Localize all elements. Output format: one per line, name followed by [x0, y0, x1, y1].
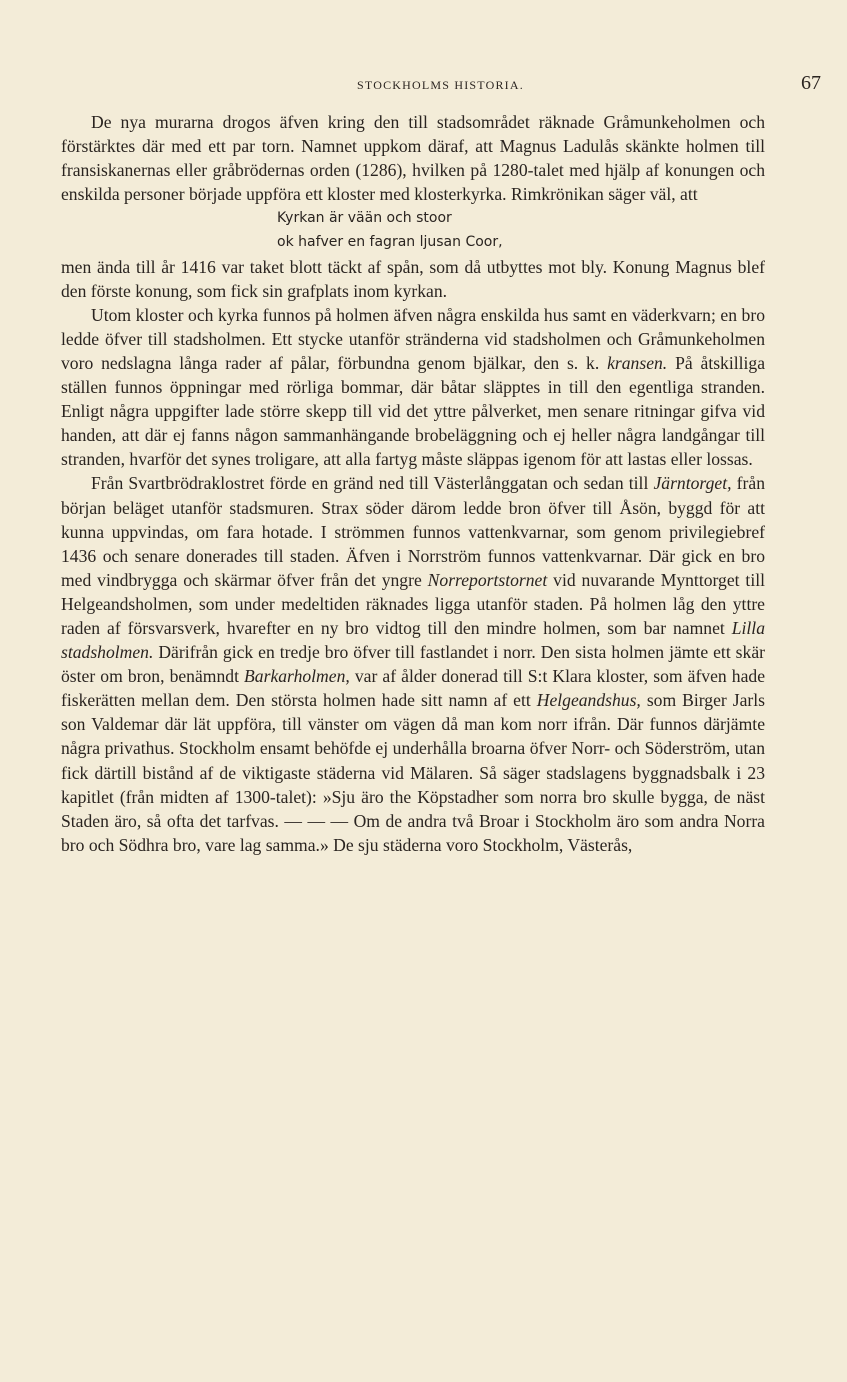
term-barkarholmen: Barkarholmen,	[244, 666, 350, 687]
paragraph-1: De nya murarna drogos äfven kring den till stadsområdet räknade Gråmunkeholmen och förstärktes där med ett par torn. Namnet uppkom däraf, att Magnus Ladulås skänkte holmen till fransiskanernas eller gråbrödernas orden (1286), hvilken på 1280-talet med hjälp af konungen och enskilda personer började uppföra ett kloster med klosterkyrka. Rimkrönikan säger väl, att	[61, 112, 765, 205]
term-kransen: kransen.	[607, 352, 668, 373]
body-text	[61, 110, 765, 857]
paragraph-3-text-2: På åtskilliga ställen funnos öppningar med rörliga bommar, där båtar släpptes in till den egentliga stranden. Enligt några uppgifter lade större skepp till vid det yttre pålverket, men senare ritningar gifva vid handen, att där ej fanns någon sammanhängande brobeläggning och ej heller några landgångar till stranden, hvarför det synes troligare, att alla fartyg måste släppas igenom för att lastas eller lossas.	[61, 352, 766, 470]
paragraph-4-text-6: som Birger Jarls son Valdemar där lät uppföra, till vänster om vägen då man kom norr ifrån. Där funnos därjämte några privathus. Stockholm ensamt behöfde ej underhålla broarna öfver Norr- och Söderström, utan fick därtill bistånd af de viktigaste städerna vid Mälaren. Så säger stadslagens byggnadsbalk i 23 kapitlet (från midten af 1300-talet): »Sju äro the Köpstadher som norra bro skulle bygga, de näst Staden äro, så ofta det tarfvas. — — — Om de andra två Broar i Stockholm äro som andra Norra bro och Södhra bro, vare lag samma.» De sju städerna voro Stockholm, Västerås,	[61, 690, 766, 855]
verse-quote	[277, 206, 765, 254]
running-title: STOCKHOLMS HISTORIA.	[357, 78, 524, 92]
paragraph-4-text-2: från början beläget utanför stadsmuren. Strax söder därom ledde bron öfver till Åsön, byggd för att kunna uppvindas, om fara hotade. I strömmen funnos vattenkvarnar, som genom privilegiebref 1436 och senare donerades till staden. Äfven i Norrström funnos vattenkvarnar. Där gick en bro med vindbrygga och skärmar öfver från det yngre	[61, 473, 765, 590]
term-norreportstornet: Norreportstornet	[427, 569, 548, 590]
verse-line-1: Kyrkan är vään och stoor	[277, 210, 452, 227]
paragraph-4-text-5: var af ålder donerad till S:t Klara kloster, som äfven hade fiskerätten mellan dem. Den största holmen hade sitt namn af ett	[61, 666, 765, 711]
paragraph-4-text-1: Från Svartbrödraklostret förde en gränd ned till Västerlånggatan och sedan till	[91, 473, 654, 494]
verse-line-2: ok hafver en fagran ljusan Coor,	[277, 234, 503, 251]
term-lilla-stadsholmen: Lilla stadsholmen.	[61, 617, 765, 663]
term-helgeandshus: Helgeandshus,	[536, 690, 641, 711]
paragraph-3	[61, 303, 765, 472]
paragraph-3-text-1: Utom kloster och kyrka funnos på holmen äfven några enskilda hus samt en väderkvarn; en bro ledde öfver till stadsholmen. Ett stycke utanför stränderna vid stadsholmen och Gråmunkeholmen voro nedslagna långa rader af pålar, förbundna genom bjälkar, den s. k.	[61, 304, 765, 373]
paragraph-4	[61, 471, 765, 857]
term-jarntorget: Järntorget,	[653, 473, 732, 494]
page-number: 67	[801, 72, 821, 94]
paragraph-2: men ända till år 1416 var taket blott täckt af spån, som då utbyttes mot bly. Konung Magnus blef den förste konung, som fick sin grafplats inom kyrkan.	[61, 256, 765, 301]
paragraph-4-text-3: vid nuvarande Mynttorget till Helgeandsholmen, som under medeltiden räknades ligga utanför staden. På holmen låg den yttre raden af försvarsverk, hvarefter en ny bro vidtog till den mindre holmen, som bar namnet	[61, 569, 765, 638]
page-header	[60, 72, 821, 102]
paragraph-4-text-4: Därifrån gick en tredje bro öfver till fastlandet i norr. Den sista holmen jämte ett skär öster om bron, benämndt	[61, 642, 765, 687]
